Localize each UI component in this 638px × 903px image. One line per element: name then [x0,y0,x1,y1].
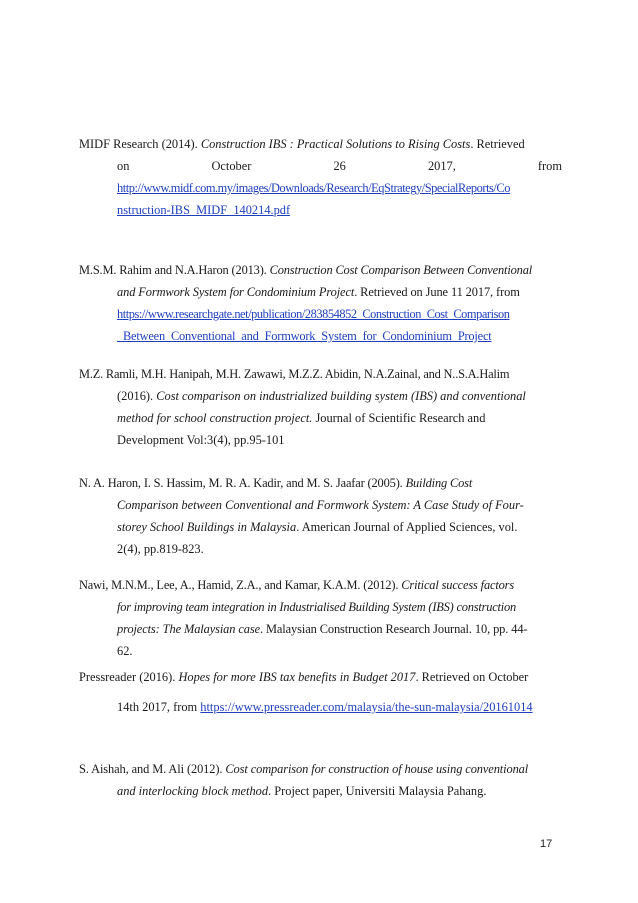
reference-midf [79,133,562,221]
ref-link[interactable]: http://www.midf.com.my/images/Downloads/Research/EqStrategy/SpecialReports/Co [117,181,510,195]
ref-title: Construction IBS : Practical Solutions to Rising Costs [200,137,471,151]
reference-pressreader: Pressreader (2016). Hopes for more IBS tax benefits in Budget 2017. Retrieved on October 14th 2017, from https://www.pressreader.com/malaysia/the-sun-malaysia/20161014 [79,670,533,714]
ref-link-continued[interactable]: _Between_Conventional_and_Formwork_System_for_Condominium_Project [117,329,492,343]
ref-retrieved: . Retrieved [470,137,525,151]
ref-title: Critical success factors [401,578,515,592]
reference-haron-hassim: N. A. Haron, I. S. Hassim, M. R. A. Kadir, and M. S. Jaafar (2005). Building Cost Comparison between Conventional and Formwork System: A Case Study of Four- storey School Buildings in Malaysia. American Journal of Applied Sciences, vol. 2(4), pp.819-823. [79,476,524,556]
page-number: 17 [540,838,553,850]
reference-nawi: Nawi, M.N.M., Lee, A., Hamid, Z.A., and Kamar, K.A.M. (2012). Critical success factors for improving team integration in Industrialised Building System (IBS) construction projects: The Malaysian case. Malaysian Construction Research Journal. 10, pp. 44- 62. [79,578,528,658]
reference-ramli: M.Z. Ramli, M.H. Hanipah, M.H. Zawawi, M.Z.Z. Abidin, N.A.Zainal, and N..S.A.Halim (2016). Cost comparison on industrialized building system (IBS) and conventional method for school construction project. Journal of Scientific Research and Development Vol:3(4), pp.95-101 [79,367,526,447]
ref-link-continued[interactable]: nstruction-IBS_MIDF_140214.pdf [117,203,291,217]
ref-authors-year: MIDF Research (2014). [79,137,201,151]
ref-title: Cost comparison for construction of house using conventional [225,762,529,776]
ref-title: Hopes for more IBS tax benefits in Budget 2017 [178,670,416,684]
ref-title: Cost comparison on industrialized building system (IBS) and conventional [156,389,526,403]
ref-link[interactable]: https://www.researchgate.net/publication/283854852_Construction_Cost_Comparison [117,307,510,321]
ref-title: Construction Cost Comparison Between Conventional [269,263,533,277]
reference-aishah-ali: S. Aishah, and M. Ali (2012). Cost comparison for construction of house using conventional and interlocking block method. Project paper, Universiti Malaysia Pahang. [79,762,529,798]
ref-link[interactable]: https://www.pressreader.com/malaysia/the-sun-malaysia/20161014 [200,700,533,714]
reference-rahim-haron: M.S.M. Rahim and N.A.Haron (2013). Construction Cost Comparison Between Conventional and Formwork System for Condominium Project. Retrieved on June 11 2017, from https://www.researchgate.net/publication/283854852_Construction_Cost_Comparison _Between_Conventional_and_Formwork_System_for_Condominium_Project [79,263,533,343]
ref-title: Building Cost [405,476,473,490]
ref-date-line: on October 26 2017, from [117,159,562,173]
